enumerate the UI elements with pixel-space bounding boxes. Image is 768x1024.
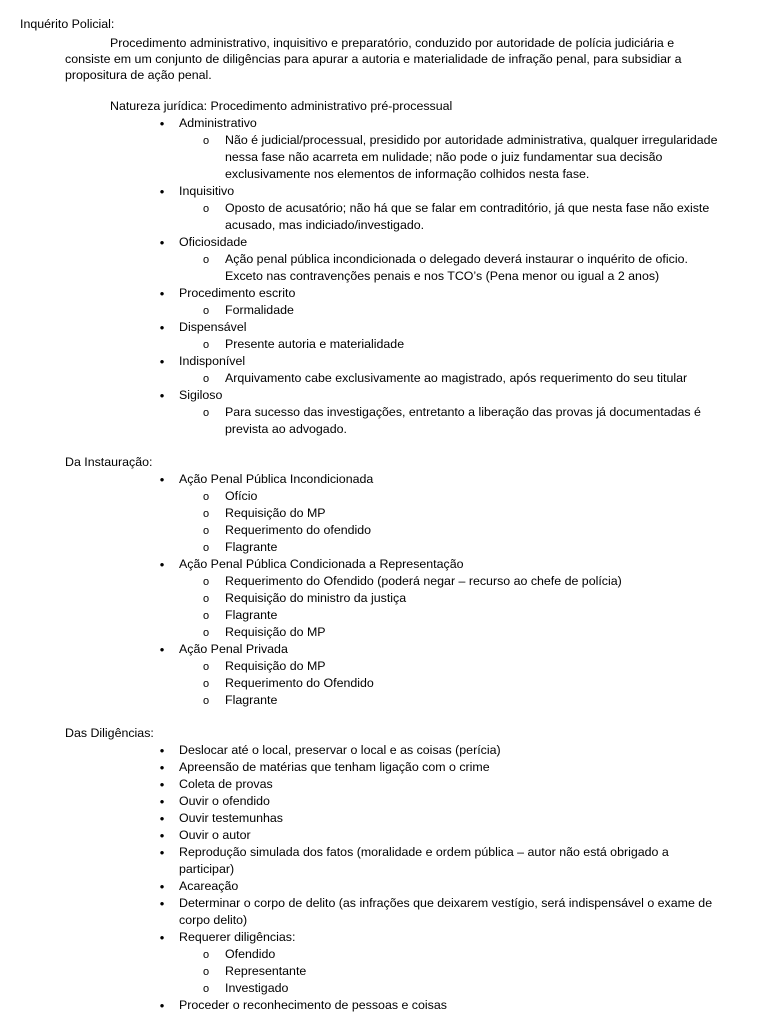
list-item: Acareação — [179, 879, 239, 893]
sub-list-item: Ofício — [225, 489, 258, 503]
sub-list-item: Requisição do ministro da justiça — [225, 591, 407, 605]
sub-bullet-marker — [199, 336, 213, 354]
sub-list-item: Requisição do MP — [225, 625, 326, 639]
sub-bullet-marker — [199, 302, 213, 320]
sub-list-item: Ação penal pública incondicionada o delegado deverá instaurar o inquérito de oficio. — [225, 252, 688, 266]
sub-bullet-marker — [199, 539, 213, 557]
sub-bullet-marker — [199, 522, 213, 540]
sub-list-item: Oposto de acusatório; não há que se falar em contraditório, já que nesta fase não existe — [225, 201, 710, 215]
sub-list-item: Investigado — [225, 981, 289, 995]
bullet-marker — [155, 929, 169, 947]
bullet-marker — [155, 471, 169, 489]
list-item: Oficiosidade — [179, 235, 248, 249]
sub-list-item: Arquivamento cabe exclusivamente ao magistrado, após requerimento do seu titular — [225, 371, 688, 385]
document-title: Inquérito Policial: — [20, 17, 115, 31]
sub-list-item: Representante — [225, 964, 307, 978]
sub-bullet-marker — [199, 980, 213, 998]
bullet-marker — [155, 556, 169, 574]
list-item: Coleta de provas — [179, 777, 273, 791]
bullet-marker — [155, 810, 169, 828]
sub-list-item: Requisição do MP — [225, 506, 326, 520]
sub-bullet-marker — [199, 488, 213, 506]
bullet-marker — [155, 319, 169, 337]
list-item: Sigiloso — [179, 388, 223, 402]
sub-bullet-marker — [199, 946, 213, 964]
sub-list-item: Presente autoria e materialidade — [225, 337, 405, 351]
list-item: corpo delito) — [179, 913, 248, 927]
bullet-marker — [155, 827, 169, 845]
sub-list-item: Formalidade — [225, 303, 294, 317]
sub-bullet-marker — [199, 607, 213, 625]
bullet-marker — [155, 641, 169, 659]
sub-bullet-marker — [199, 573, 213, 591]
intro-line: propositura de ação penal. — [65, 68, 212, 82]
sub-list-item: Flagrante — [225, 540, 278, 554]
sub-list-item: prevista ao advogado. — [225, 422, 347, 436]
intro-line: Procedimento administrativo, inquisitivo e preparatório, conduzido por autoridade de polícia judiciária e — [110, 36, 675, 50]
list-item: Procedimento escrito — [179, 286, 296, 300]
sub-list-item: Para sucesso das investigações, entretanto a liberação das provas já documentadas é — [225, 405, 701, 419]
sub-list-item: Requerimento do Ofendido (poderá negar – recurso ao chefe de polícia) — [225, 574, 622, 588]
bullet-marker — [155, 353, 169, 371]
sub-list-item: Requisição do MP — [225, 659, 326, 673]
list-item: Ouvir testemunhas — [179, 811, 283, 825]
list-item: Dispensável — [179, 320, 247, 334]
bullet-marker — [155, 742, 169, 760]
bullet-marker — [155, 759, 169, 777]
bullet-marker — [155, 183, 169, 201]
bullet-marker — [155, 997, 169, 1015]
sub-bullet-marker — [199, 132, 213, 150]
intro-line: consiste em um conjunto de diligências para apurar a autoria e materialidade de infração penal, para subsidiar a — [65, 52, 682, 66]
sub-list-item: Requerimento do ofendido — [225, 523, 372, 537]
sub-list-item: exclusivamente nos elementos de informação colhidos nesta fase. — [225, 167, 590, 181]
bullet-marker — [155, 776, 169, 794]
list-item: Ouvir o ofendido — [179, 794, 270, 808]
list-item: Requerer diligências: — [179, 930, 296, 944]
sub-bullet-marker — [199, 590, 213, 608]
sub-list-item: Flagrante — [225, 693, 278, 707]
list-item: Ação Penal Pública Condicionada a Representação — [179, 557, 464, 571]
sub-bullet-marker — [199, 692, 213, 710]
list-item: Ação Penal Privada — [179, 642, 288, 656]
bullet-marker — [155, 878, 169, 896]
sub-bullet-marker — [199, 624, 213, 642]
section-heading: Natureza jurídica: Procedimento administrativo pré-processual — [110, 99, 453, 113]
section-heading: Da Instauração: — [65, 455, 153, 469]
list-item: participar) — [179, 862, 235, 876]
bullet-marker — [155, 234, 169, 252]
list-item: Ouvir o autor — [179, 828, 251, 842]
sub-bullet-marker — [199, 675, 213, 693]
sub-list-item: nessa fase não acarreta em nulidade; não pode o juiz fundamentar sua decisão — [225, 150, 663, 164]
list-item: Ação Penal Pública Incondicionada — [179, 472, 374, 486]
list-item: Apreensão de matérias que tenham ligação com o crime — [179, 760, 490, 774]
list-item: Determinar o corpo de delito (as infrações que deixarem vestígio, será indispensável o exame de — [179, 896, 713, 910]
sub-bullet-marker — [199, 658, 213, 676]
sub-bullet-marker — [199, 963, 213, 981]
list-item: Deslocar até o local, preservar o local e as coisas (perícia) — [179, 743, 501, 757]
bullet-marker — [155, 115, 169, 133]
sub-list-item: Flagrante — [225, 608, 278, 622]
sub-list-item: Requerimento do Ofendido — [225, 676, 374, 690]
list-item: Proceder o reconhecimento de pessoas e coisas — [179, 998, 447, 1012]
bullet-marker — [155, 285, 169, 303]
bullet-marker — [155, 793, 169, 811]
sub-bullet-marker — [199, 200, 213, 218]
list-item: Administrativo — [179, 116, 257, 130]
list-item: Inquisitivo — [179, 184, 235, 198]
sub-bullet-marker — [199, 251, 213, 269]
list-item: Reprodução simulada dos fatos (moralidade e ordem pública – autor não está obrigado a — [179, 845, 669, 859]
bullet-marker — [155, 844, 169, 862]
list-item: Indisponível — [179, 354, 246, 368]
sub-bullet-marker — [199, 370, 213, 388]
sub-list-item: Exceto nas contravenções penais e nos TCO’s (Pena menor ou igual a 2 anos) — [225, 269, 660, 283]
bullet-marker — [155, 895, 169, 913]
sub-list-item: Não é judicial/processual, presidido por autoridade administrativa, qualquer irregularidade — [225, 133, 718, 147]
sub-bullet-marker — [199, 505, 213, 523]
sub-list-item: Ofendido — [225, 947, 276, 961]
sub-bullet-marker — [199, 404, 213, 422]
bullet-marker — [155, 387, 169, 405]
section-heading: Das Diligências: — [65, 726, 154, 740]
sub-list-item: acusado, mas indiciado/investigado. — [225, 218, 425, 232]
